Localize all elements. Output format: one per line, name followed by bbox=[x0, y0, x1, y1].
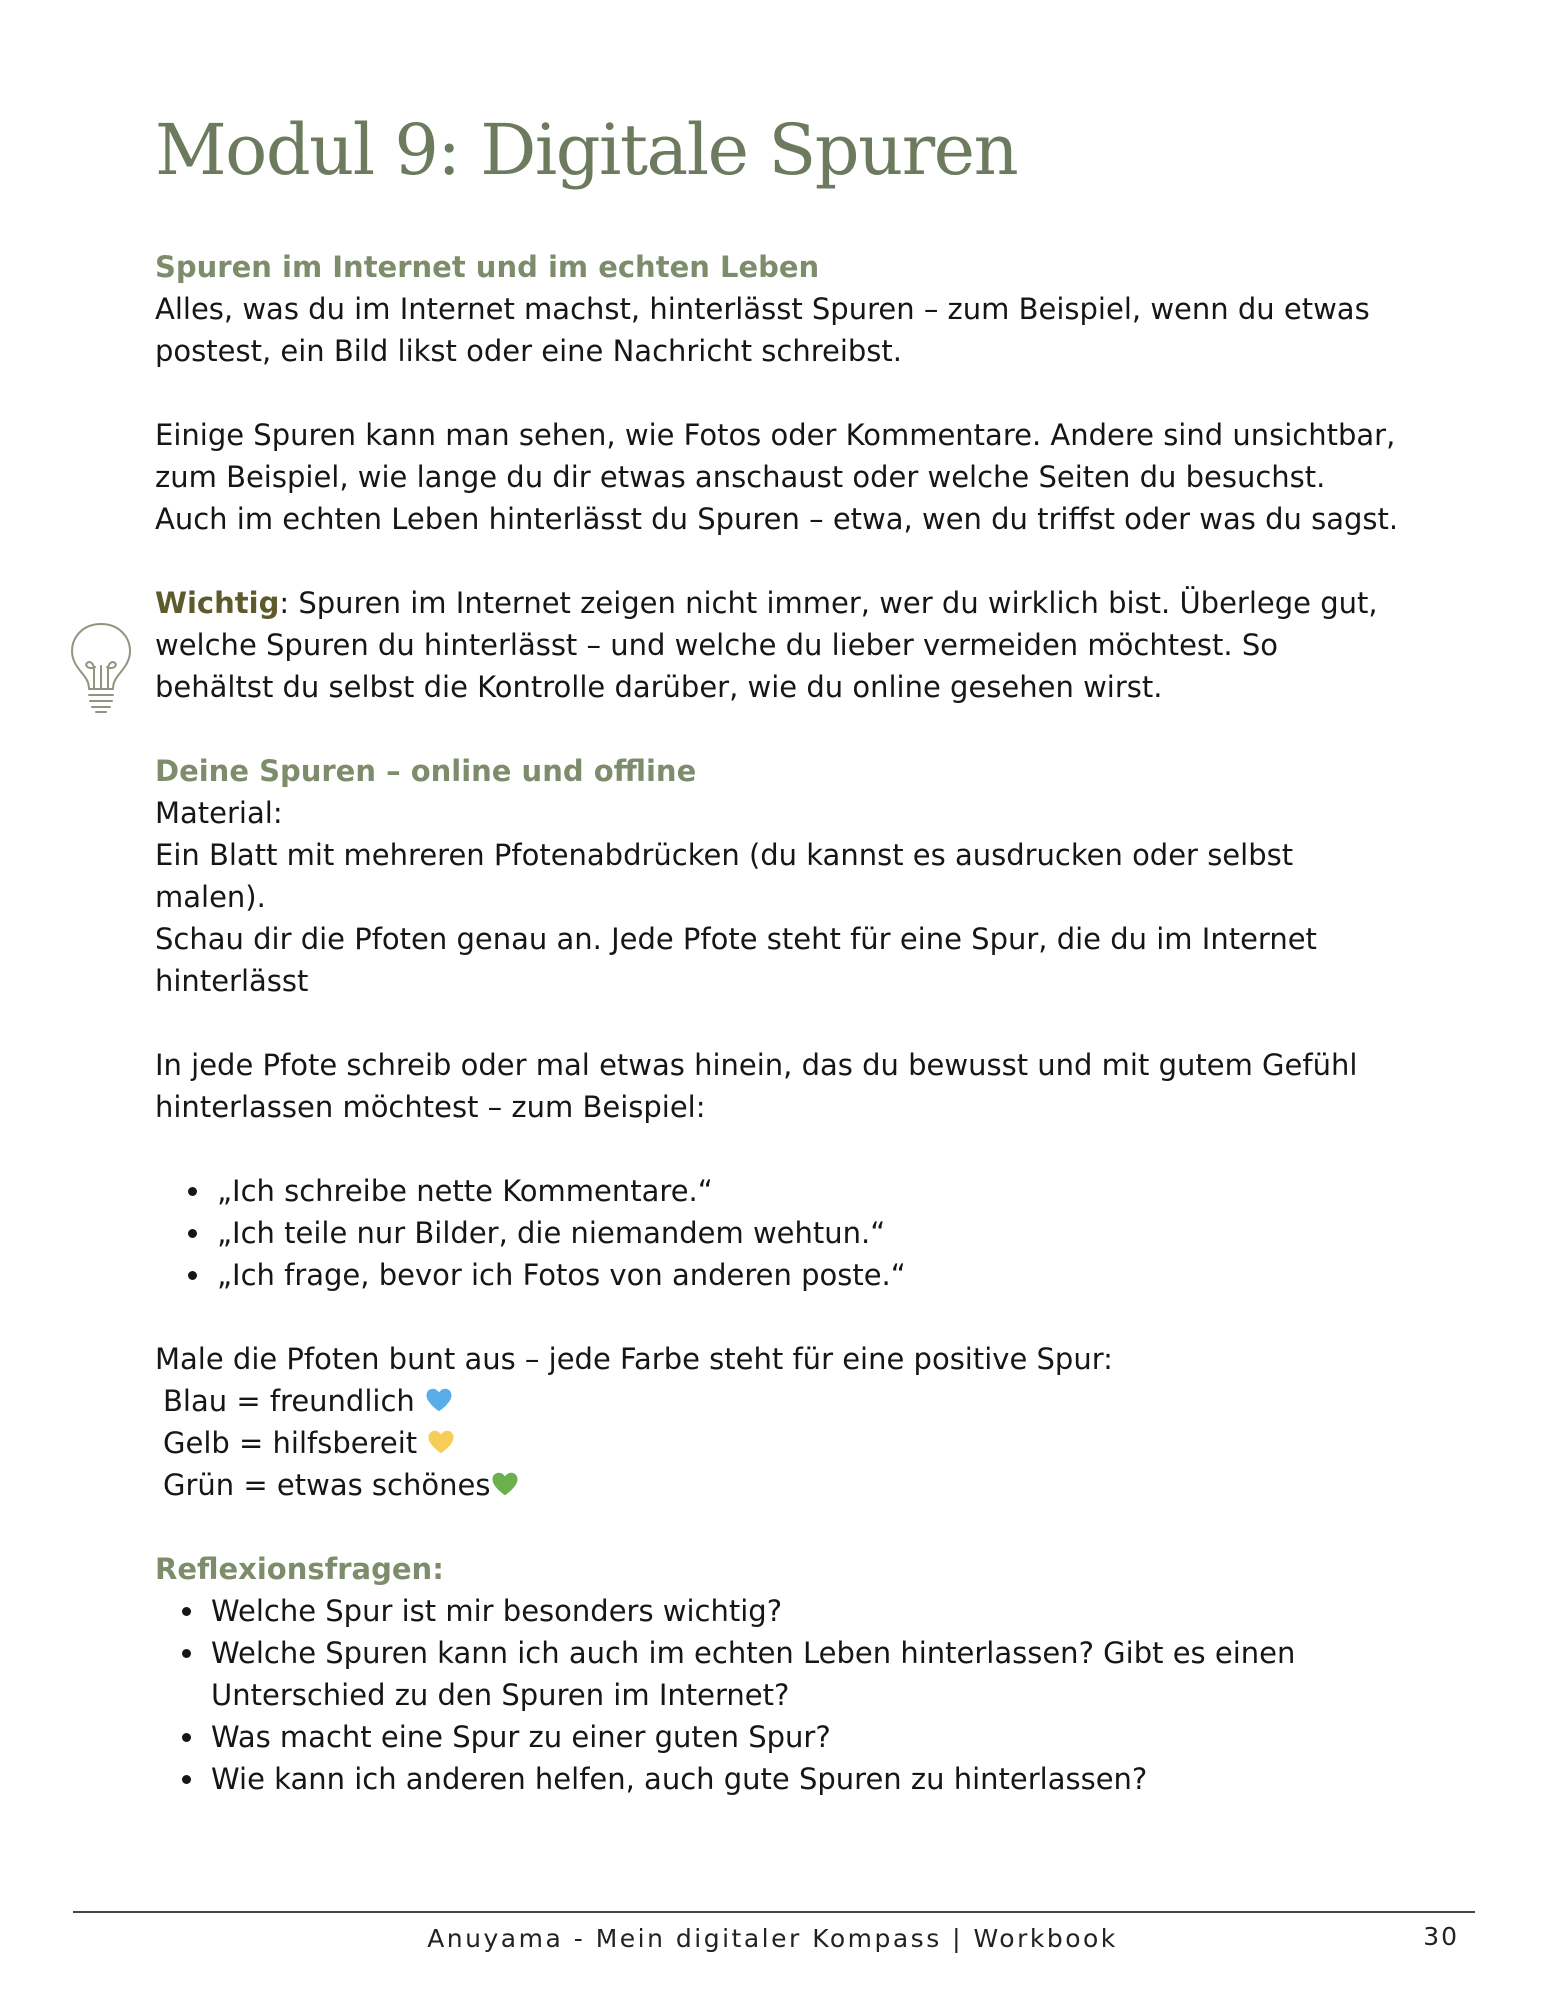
reflection-questions-list bbox=[155, 1590, 1405, 1800]
section-heading-reflexion: Reflexionsfragen: bbox=[155, 1552, 444, 1586]
color-line-yellow bbox=[155, 1422, 1405, 1464]
color-label: Gelb = hilfsbereit bbox=[163, 1426, 427, 1460]
list-item: • Was macht eine Spur zu einer guten Spur? bbox=[207, 1716, 1405, 1758]
page-content bbox=[155, 246, 1405, 1800]
important-label: Wichtig bbox=[155, 586, 280, 620]
color-label: Blau = freundlich bbox=[163, 1384, 424, 1418]
footer-divider bbox=[73, 1911, 1475, 1913]
list-item: • Welche Spur ist mir besonders wichtig? bbox=[207, 1590, 1405, 1632]
footer-text: Anuyama - Mein digitaler Kompass | Workbook bbox=[427, 1924, 1118, 1953]
color-line-green bbox=[155, 1464, 1405, 1506]
list-item: • „Ich frage, bevor ich Fotos von anderen poste.“ bbox=[213, 1254, 1405, 1296]
example-list bbox=[155, 1170, 1405, 1296]
intro-paragraph: Alles, was du im Internet machst, hinterlässt Spuren – zum Beispiel, wenn du etwas postest, ein Bild likst oder eine Nachricht schreibst. bbox=[155, 292, 1370, 368]
color-intro: Male die Pfoten bunt aus – jede Farbe steht für eine positive Spur: bbox=[155, 1342, 1113, 1376]
list-item: • „Ich schreibe nette Kommentare.“ bbox=[213, 1170, 1405, 1212]
material-label: Material: bbox=[155, 796, 283, 830]
green-heart-icon bbox=[490, 1469, 520, 1499]
list-item: • „Ich teile nur Bilder, die niemandem wehtun.“ bbox=[213, 1212, 1405, 1254]
visible-traces-paragraph: Einige Spuren kann man sehen, wie Fotos oder Kommentare. Andere sind unsichtbar, zum Beispiel, wie lange du dir etwas anschaust oder welche Seiten du besuchst. Auch im echten Leben hinterlässt du Spuren – etwa, wen du triffst oder was du sagst. bbox=[155, 418, 1399, 536]
write-prompt: In jede Pfote schreib oder mal etwas hinein, das du bewusst und mit gutem Gefühl hinterlassen möchtest – zum Beispiel: bbox=[155, 1048, 1358, 1124]
important-note bbox=[155, 582, 1405, 708]
page-title: Modul 9: Digitale Spuren bbox=[155, 109, 1018, 191]
section-heading-spuren: Spuren im Internet und im echten Leben bbox=[155, 250, 820, 284]
instruction-text: Schau dir die Pfoten genau an. Jede Pfote steht für eine Spur, die du im Internet hinterlässt bbox=[155, 922, 1317, 998]
list-item: • Welche Spuren kann ich auch im echten Leben hinterlassen? Gibt es einen Unterschied zu den Spuren im Internet? bbox=[207, 1632, 1405, 1716]
material-text: Ein Blatt mit mehreren Pfotenabdrücken (du kannst es ausdrucken oder selbst malen). bbox=[155, 838, 1294, 914]
important-text: : Spuren im Internet zeigen nicht immer, wer du wirklich bist. Überlege gut, welche Spuren du hinterlässt – und welche du lieber vermeiden möchtest. So behältst du selbst die Kontrolle darüber, wie du online gesehen wirst. bbox=[155, 586, 1378, 704]
yellow-heart-icon bbox=[426, 1427, 456, 1457]
color-line-blue bbox=[155, 1380, 1405, 1422]
page-number: 30 bbox=[1423, 1922, 1459, 1951]
color-label: Grün = etwas schönes bbox=[163, 1468, 491, 1502]
list-item: • Wie kann ich anderen helfen, auch gute Spuren zu hinterlassen? bbox=[207, 1758, 1405, 1800]
lightbulb-icon bbox=[68, 620, 134, 716]
section-heading-deine-spuren: Deine Spuren – online und offline bbox=[155, 754, 697, 788]
blue-heart-icon bbox=[424, 1385, 454, 1415]
